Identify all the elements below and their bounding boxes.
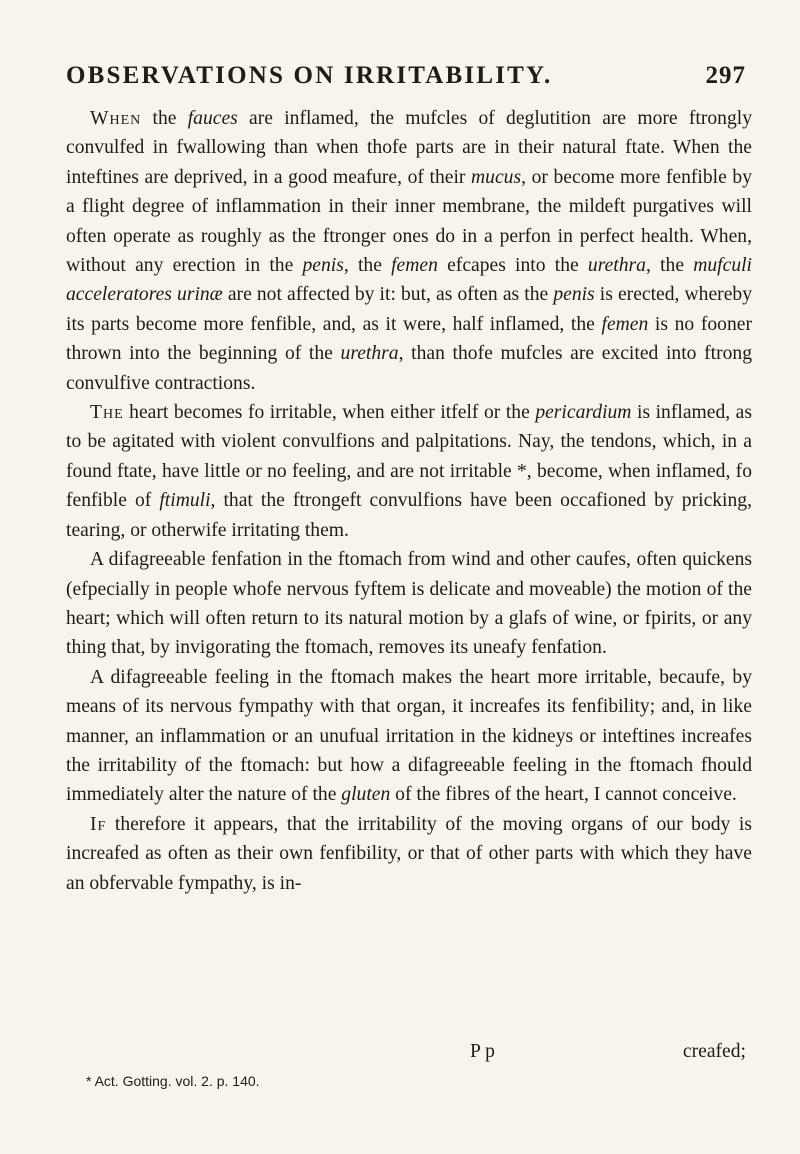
italic-term: penis [302, 255, 344, 277]
text-run: , that the ftrongeft convulfions have been occafioned by pricking, tearing, or otherwife irritating them. [66, 490, 752, 541]
text-run: are not affected by it: but, as often as the [222, 284, 554, 306]
italic-term: ftimuli [159, 490, 211, 512]
italic-term: mucus [471, 166, 522, 188]
lead-word: The [90, 402, 124, 424]
paragraph [66, 545, 752, 663]
text-run: , than thofe mufcles are excited into ftrong convulfive contractions. [66, 343, 752, 394]
text-run: the [141, 108, 188, 129]
paragraph [66, 104, 752, 398]
text-run: is inflamed, as to be agitated with violent convulfions and palpitations. Nay, the tendons, which, in a found ftate, have little or no feeling, and are not irritable *, become, when inflamed, fo fenfible of [66, 402, 753, 512]
catchword: creafed; [682, 1041, 746, 1062]
italic-term: urethra [587, 255, 646, 277]
lead-word: When [90, 108, 142, 129]
italic-term: pericardium [535, 402, 632, 424]
footnote: * Act. Gotting. vol. 2. p. 140. [86, 1073, 260, 1089]
text-run: of the fibres of the heart, I cannot conceive. [390, 784, 737, 806]
paragraph [66, 663, 752, 810]
italic-term: urethra [340, 343, 399, 365]
text-run: therefore it appears, that the irritability of the moving organs of our body is increafed as often as their own fenfibility, or that of other parts with which they have an obfervable fympathy, is in- [66, 813, 752, 894]
italic-term: gluten [341, 784, 391, 806]
text-run: A difagreeable fenfation in the ftomach from wind and other caufes, often quickens (efpecially in people whofe nervous fyftem is delicate and moveable) the motion of the heart; which will often return to its natural motion by a glafs of wine, or fpirits, or any thing that, by invigorating the ftomach, removes its uneafy fenfation. [66, 549, 752, 659]
italic-term: mufculi acceleratores urinæ [66, 255, 753, 306]
text-run: is no fooner thrown into the beginning of the [66, 313, 752, 365]
paragraph [66, 398, 752, 545]
running-title: OBSERVATIONS ON IRRITABILITY. [66, 62, 553, 89]
body-text [66, 104, 752, 898]
paragraph [66, 810, 752, 898]
catch-line [66, 1041, 752, 1071]
text-run: , the [343, 255, 392, 277]
signature-mark: P p [470, 1041, 495, 1062]
page-number: 297 [705, 62, 746, 89]
text-run: heart becomes fo irritable, when either itfelf or the [123, 402, 536, 424]
text-run: are inflamed, the mufcles of deglutition are more ftrongly convulfed in fwallowing than when thofe parts are in their natural ftate. When the inteftines are deprived, in a good meafure, of their [66, 108, 753, 188]
text-run: , or become more fenfible by a flight degree of inflammation in their inner membrane, the mildeft purgatives will often operate as roughly as the ftronger ones do in a perfon in perfect health. When, without any erection in the [66, 166, 752, 277]
running-header [66, 62, 746, 90]
italic-term: femen [601, 313, 649, 335]
text-run: A difagreeable feeling in the ftomach makes the heart more irritable, becaufe, by means of its nervous fympathy with that organ, it increafes its fenfibility; and, in like manner, an inflammation or an unufual irritation in the kidneys or inteftines increafes the irritability of the ftomach: but how a difagreeable feeling in the ftomach fhould immediately alter the nature of the [66, 666, 752, 806]
italic-term: fauces [187, 108, 238, 129]
italic-term: penis [553, 284, 595, 306]
lead-word: If [90, 813, 107, 835]
text-run: , the [645, 255, 694, 277]
italic-term: femen [391, 255, 438, 277]
text-run: is erected, whereby its parts become more fenfible, and, as it were, half inflamed, the [66, 284, 752, 335]
text-run: efcapes into the [437, 255, 588, 277]
